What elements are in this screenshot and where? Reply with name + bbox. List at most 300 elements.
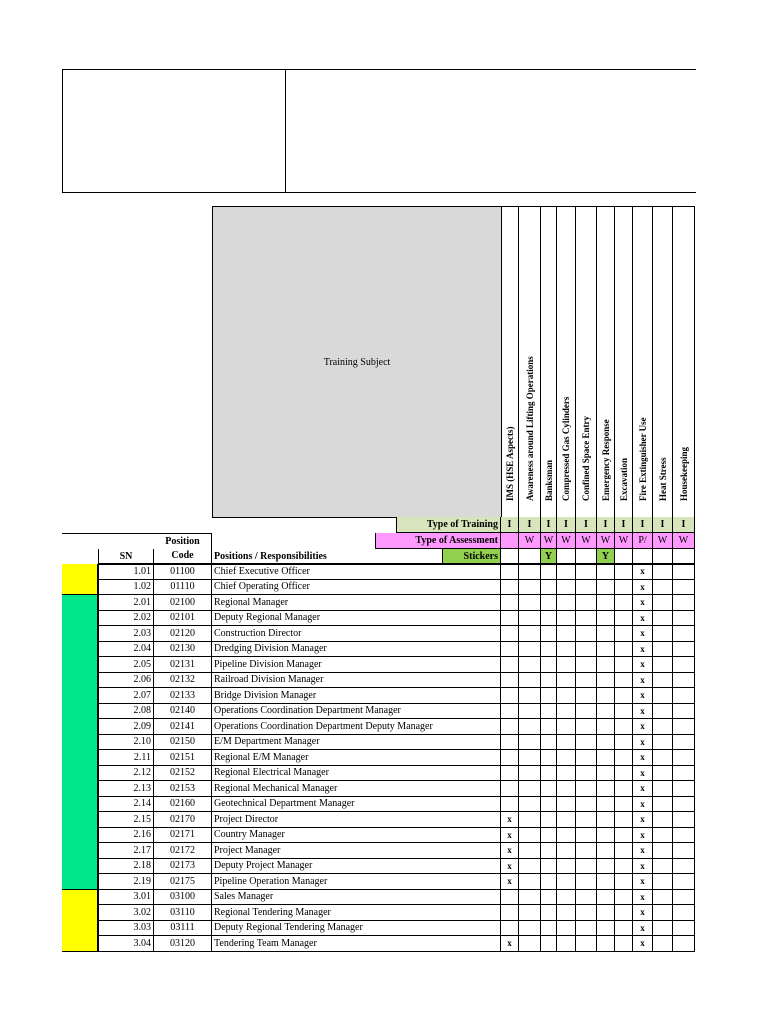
matrix-cell	[576, 859, 597, 875]
type-of-training-cell: I	[541, 517, 557, 533]
matrix-cell	[615, 905, 633, 921]
row-position-code: 02173	[154, 859, 212, 875]
matrix-cell	[673, 719, 695, 735]
matrix-cell	[541, 890, 557, 906]
row-position-title: Pipeline Division Manager	[212, 657, 501, 673]
column-header-label: Heat Stress	[657, 457, 668, 501]
matrix-cell	[557, 797, 576, 813]
matrix-cell	[673, 642, 695, 658]
matrix-cell	[519, 595, 541, 611]
row-sn: 2.15	[98, 812, 154, 828]
matrix-cell	[576, 719, 597, 735]
training-subject-header	[212, 206, 502, 518]
column-header	[597, 206, 615, 518]
column-header	[615, 206, 633, 518]
matrix-cell	[541, 580, 557, 596]
row-position-code: 02160	[154, 797, 212, 813]
row-position-title: Regional Mechanical Manager	[212, 781, 501, 797]
matrix-cell	[557, 812, 576, 828]
matrix-cell	[501, 580, 519, 596]
matrix-cell	[541, 657, 557, 673]
matrix-cell	[519, 704, 541, 720]
positions-header: Positions / Responsibilities	[212, 549, 443, 564]
matrix-cell	[557, 735, 576, 751]
row-position-code: 01100	[154, 564, 212, 580]
matrix-cell	[653, 611, 673, 627]
matrix-cell	[673, 688, 695, 704]
matrix-cell	[541, 750, 557, 766]
column-header-label: IMS (HSE Aspects)	[505, 426, 515, 501]
matrix-cell	[576, 688, 597, 704]
matrix-cell	[597, 812, 615, 828]
row-position-title: Chief Executive Officer	[212, 564, 501, 580]
row-position-code: 02153	[154, 781, 212, 797]
matrix-cell	[615, 673, 633, 689]
matrix-cell: x	[633, 735, 653, 751]
matrix-cell: x	[633, 564, 653, 580]
sticker-cell	[501, 549, 519, 564]
row-position-code: 02120	[154, 626, 212, 642]
row-sn: 2.09	[98, 719, 154, 735]
row-top-rule	[98, 564, 695, 565]
matrix-cell	[615, 735, 633, 751]
row-sn: 2.10	[98, 735, 154, 751]
matrix-cell	[501, 905, 519, 921]
type-of-training-cell: I	[615, 517, 633, 533]
matrix-cell	[597, 890, 615, 906]
matrix-cell	[541, 921, 557, 937]
row-position-code: 02132	[154, 673, 212, 689]
matrix-cell	[519, 859, 541, 875]
matrix-cell	[519, 719, 541, 735]
row-position-title: Construction Director	[212, 626, 501, 642]
row-position-title: Deputy Project Manager	[212, 859, 501, 875]
row-position-code: 02175	[154, 874, 212, 890]
row-sn: 3.01	[98, 890, 154, 906]
matrix-cell	[576, 781, 597, 797]
matrix-cell	[653, 766, 673, 782]
matrix-cell	[557, 611, 576, 627]
matrix-cell	[519, 735, 541, 751]
group-color-bar	[62, 595, 98, 890]
position-code-header: Position Code	[154, 533, 212, 564]
matrix-cell	[673, 657, 695, 673]
type-of-assessment-cell: P/	[633, 533, 653, 549]
matrix-cell	[501, 766, 519, 782]
row-position-title: Dredging Division Manager	[212, 642, 501, 658]
row-position-code: 02151	[154, 750, 212, 766]
matrix-cell: x	[633, 797, 653, 813]
type-of-assessment-cell: W	[615, 533, 633, 549]
type-of-assessment-cell	[501, 533, 519, 549]
matrix-cell	[653, 843, 673, 859]
sticker-cell	[615, 549, 633, 564]
matrix-cell: x	[501, 874, 519, 890]
type-of-assessment-cell: W	[557, 533, 576, 549]
matrix-cell	[673, 905, 695, 921]
matrix-cell	[519, 642, 541, 658]
matrix-cell	[653, 580, 673, 596]
row-position-title: Pipeline Operation Manager	[212, 874, 501, 890]
matrix-cell	[501, 611, 519, 627]
matrix-cell: x	[633, 688, 653, 704]
row-position-code: 02141	[154, 719, 212, 735]
matrix-cell	[615, 564, 633, 580]
matrix-cell	[519, 564, 541, 580]
row-position-code: 02170	[154, 812, 212, 828]
matrix-cell	[673, 564, 695, 580]
matrix-cell	[615, 704, 633, 720]
matrix-cell	[597, 859, 615, 875]
matrix-cell	[519, 766, 541, 782]
row-sn: 2.16	[98, 828, 154, 844]
matrix-cell	[519, 673, 541, 689]
matrix-cell	[653, 735, 673, 751]
row-sn: 2.05	[98, 657, 154, 673]
matrix-cell	[576, 626, 597, 642]
matrix-cell	[615, 936, 633, 952]
column-header	[519, 206, 541, 518]
row-sn: 1.01	[98, 564, 154, 580]
type-of-assessment-cell: W	[597, 533, 615, 549]
sticker-cell	[557, 549, 576, 564]
matrix-cell: x	[633, 750, 653, 766]
type-of-training-cell: I	[633, 517, 653, 533]
type-of-assessment-cell: W	[673, 533, 695, 549]
matrix-cell	[541, 874, 557, 890]
matrix-cell	[615, 828, 633, 844]
sticker-cell	[633, 549, 653, 564]
matrix-cell	[519, 781, 541, 797]
type-of-training-cell: I	[597, 517, 615, 533]
matrix-cell	[576, 874, 597, 890]
matrix-cell	[541, 828, 557, 844]
matrix-cell: x	[633, 657, 653, 673]
row-sn: 2.12	[98, 766, 154, 782]
matrix-cell	[653, 719, 673, 735]
row-sn: 2.11	[98, 750, 154, 766]
matrix-cell	[541, 673, 557, 689]
matrix-cell	[576, 673, 597, 689]
row-position-title: Railroad Division Manager	[212, 673, 501, 689]
matrix-cell	[557, 890, 576, 906]
matrix-cell: x	[633, 595, 653, 611]
matrix-cell: x	[633, 921, 653, 937]
matrix-cell	[557, 704, 576, 720]
matrix-cell	[557, 626, 576, 642]
matrix-cell	[597, 905, 615, 921]
column-header	[576, 206, 597, 518]
matrix-cell: x	[633, 874, 653, 890]
matrix-cell	[597, 642, 615, 658]
matrix-cell	[615, 797, 633, 813]
matrix-cell	[673, 673, 695, 689]
matrix-cell	[653, 750, 673, 766]
matrix-cell	[576, 642, 597, 658]
matrix-cell	[597, 874, 615, 890]
row-position-title: Sales Manager	[212, 890, 501, 906]
matrix-cell	[597, 657, 615, 673]
matrix-cell	[541, 936, 557, 952]
type-of-training-cell: I	[519, 517, 541, 533]
matrix-cell	[501, 673, 519, 689]
matrix-cell: x	[633, 673, 653, 689]
row-position-code: 03110	[154, 905, 212, 921]
matrix-cell: x	[633, 611, 653, 627]
row-sn: 3.03	[98, 921, 154, 937]
row-position-code: 03100	[154, 890, 212, 906]
row-sn: 2.07	[98, 688, 154, 704]
matrix-cell	[597, 921, 615, 937]
matrix-cell	[557, 859, 576, 875]
sticker-cell	[576, 549, 597, 564]
matrix-cell	[576, 921, 597, 937]
matrix-cell	[557, 843, 576, 859]
matrix-cell: x	[633, 905, 653, 921]
row-position-title: Bridge Division Manager	[212, 688, 501, 704]
matrix-cell	[673, 781, 695, 797]
matrix-cell	[519, 843, 541, 859]
matrix-cell	[519, 750, 541, 766]
row-position-code: 02171	[154, 828, 212, 844]
matrix-cell	[576, 936, 597, 952]
matrix-cell	[653, 564, 673, 580]
matrix-cell	[576, 657, 597, 673]
row-position-title: Operations Coordination Department Manager	[212, 704, 501, 720]
row-position-code: 02130	[154, 642, 212, 658]
matrix-cell	[615, 874, 633, 890]
matrix-cell	[615, 595, 633, 611]
matrix-cell: x	[501, 812, 519, 828]
matrix-cell	[576, 580, 597, 596]
matrix-cell	[597, 781, 615, 797]
matrix-cell	[673, 843, 695, 859]
matrix-cell	[501, 564, 519, 580]
matrix-cell	[615, 688, 633, 704]
matrix-cell: x	[633, 719, 653, 735]
matrix-cell	[541, 797, 557, 813]
matrix-cell	[576, 797, 597, 813]
matrix-cell	[519, 812, 541, 828]
matrix-cell	[501, 750, 519, 766]
type-of-training-cell: I	[576, 517, 597, 533]
sticker-cell	[673, 549, 695, 564]
matrix-cell	[673, 828, 695, 844]
column-header	[501, 206, 519, 518]
matrix-cell	[615, 781, 633, 797]
matrix-cell	[653, 890, 673, 906]
matrix-cell	[653, 859, 673, 875]
type-of-training-cell: I	[673, 517, 695, 533]
matrix-cell	[673, 936, 695, 952]
matrix-cell	[673, 595, 695, 611]
sticker-cell	[519, 549, 541, 564]
column-header	[653, 206, 673, 518]
matrix-cell	[673, 766, 695, 782]
matrix-cell	[519, 626, 541, 642]
row-position-code: 02131	[154, 657, 212, 673]
matrix-cell	[653, 595, 673, 611]
matrix-cell: x	[633, 859, 653, 875]
sticker-cell	[653, 549, 673, 564]
matrix-cell	[597, 797, 615, 813]
row-sn: 2.01	[98, 595, 154, 611]
matrix-cell	[519, 921, 541, 937]
matrix-cell	[653, 812, 673, 828]
matrix-cell	[597, 843, 615, 859]
matrix-cell	[576, 564, 597, 580]
matrix-cell	[501, 595, 519, 611]
matrix-cell	[501, 797, 519, 813]
matrix-cell: x	[633, 890, 653, 906]
matrix-cell	[615, 859, 633, 875]
matrix-cell	[673, 812, 695, 828]
matrix-cell	[576, 595, 597, 611]
matrix-cell	[576, 735, 597, 751]
matrix-cell	[653, 688, 673, 704]
matrix-cell	[541, 859, 557, 875]
matrix-cell	[597, 688, 615, 704]
matrix-cell	[541, 843, 557, 859]
matrix-cell	[615, 657, 633, 673]
row-sn: 2.19	[98, 874, 154, 890]
matrix-cell	[673, 921, 695, 937]
stickers-label: Stickers	[443, 549, 501, 564]
matrix-cell: x	[633, 580, 653, 596]
row-sn: 2.04	[98, 642, 154, 658]
training-subject-label: Training Subject	[323, 356, 391, 368]
matrix-cell	[597, 766, 615, 782]
type-of-assessment-cell: W	[541, 533, 557, 549]
matrix-cell: x	[633, 766, 653, 782]
matrix-cell	[541, 812, 557, 828]
row-position-code: 02140	[154, 704, 212, 720]
matrix-cell	[673, 797, 695, 813]
matrix-cell	[615, 921, 633, 937]
matrix-cell	[597, 595, 615, 611]
matrix-cell	[501, 626, 519, 642]
matrix-cell	[557, 905, 576, 921]
row-sn: 2.06	[98, 673, 154, 689]
matrix-cell	[541, 595, 557, 611]
matrix-cell	[673, 890, 695, 906]
matrix-cell	[615, 750, 633, 766]
row-sn: 2.08	[98, 704, 154, 720]
matrix-cell	[541, 642, 557, 658]
matrix-cell	[501, 657, 519, 673]
column-header-label: Confined Space Entry	[581, 415, 591, 501]
matrix-cell: x	[633, 843, 653, 859]
header-rule	[62, 533, 154, 534]
matrix-cell	[557, 750, 576, 766]
matrix-cell	[541, 719, 557, 735]
matrix-cell	[615, 890, 633, 906]
matrix-cell	[557, 766, 576, 782]
matrix-cell	[615, 626, 633, 642]
matrix-cell	[576, 890, 597, 906]
matrix-cell	[519, 580, 541, 596]
matrix-cell	[501, 688, 519, 704]
matrix-cell	[673, 750, 695, 766]
matrix-cell	[673, 611, 695, 627]
row-position-code: 02133	[154, 688, 212, 704]
matrix-cell	[557, 828, 576, 844]
sn-header: SN	[98, 549, 154, 564]
row-position-code: 02150	[154, 735, 212, 751]
matrix-cell	[653, 673, 673, 689]
matrix-cell	[557, 921, 576, 937]
column-header-label: Compressed Gas Cylinders	[561, 396, 571, 501]
row-sn: 2.17	[98, 843, 154, 859]
matrix-cell	[557, 781, 576, 797]
matrix-cell	[653, 921, 673, 937]
row-sn: 3.02	[98, 905, 154, 921]
row-sn: 2.13	[98, 781, 154, 797]
matrix-cell	[576, 750, 597, 766]
matrix-cell	[541, 704, 557, 720]
row-position-code: 03111	[154, 921, 212, 937]
matrix-cell	[576, 704, 597, 720]
type-of-training-label: Type of Training	[396, 517, 501, 533]
row-sn: 3.04	[98, 936, 154, 952]
matrix-cell	[541, 735, 557, 751]
matrix-cell	[673, 580, 695, 596]
matrix-cell	[541, 564, 557, 580]
matrix-cell	[557, 719, 576, 735]
matrix-cell	[519, 657, 541, 673]
matrix-cell	[557, 936, 576, 952]
column-header	[557, 206, 576, 518]
matrix-cell	[597, 626, 615, 642]
matrix-cell	[576, 905, 597, 921]
row-sn: 1.02	[98, 580, 154, 596]
matrix-cell	[597, 704, 615, 720]
row-position-code: 02101	[154, 611, 212, 627]
matrix-cell: x	[501, 843, 519, 859]
row-sn: 2.14	[98, 797, 154, 813]
group-color-bar	[62, 564, 98, 595]
matrix-cell: x	[501, 859, 519, 875]
matrix-cell	[519, 905, 541, 921]
matrix-cell	[597, 750, 615, 766]
header-divider	[285, 70, 286, 192]
matrix-cell	[519, 797, 541, 813]
row-position-title: Tendering Team Manager	[212, 936, 501, 952]
matrix-cell	[557, 874, 576, 890]
row-position-title: E/M Department Manager	[212, 735, 501, 751]
matrix-cell	[597, 735, 615, 751]
matrix-cell: x	[501, 936, 519, 952]
row-position-title: Operations Coordination Department Deputy Manager	[212, 719, 501, 735]
matrix-cell	[557, 688, 576, 704]
type-of-assessment-cell: W	[653, 533, 673, 549]
row-position-title: Regional E/M Manager	[212, 750, 501, 766]
matrix-cell	[597, 936, 615, 952]
matrix-cell: x	[633, 781, 653, 797]
matrix-cell	[615, 719, 633, 735]
matrix-cell	[576, 843, 597, 859]
row-position-title: Deputy Regional Tendering Manager	[212, 921, 501, 937]
matrix-cell	[501, 735, 519, 751]
matrix-cell: x	[633, 812, 653, 828]
row-sn: 2.18	[98, 859, 154, 875]
document-header-box	[62, 69, 696, 193]
matrix-cell	[557, 673, 576, 689]
matrix-cell	[576, 828, 597, 844]
matrix-cell	[519, 828, 541, 844]
row-position-title: Chief Operating Officer	[212, 580, 501, 596]
matrix-cell: x	[633, 626, 653, 642]
